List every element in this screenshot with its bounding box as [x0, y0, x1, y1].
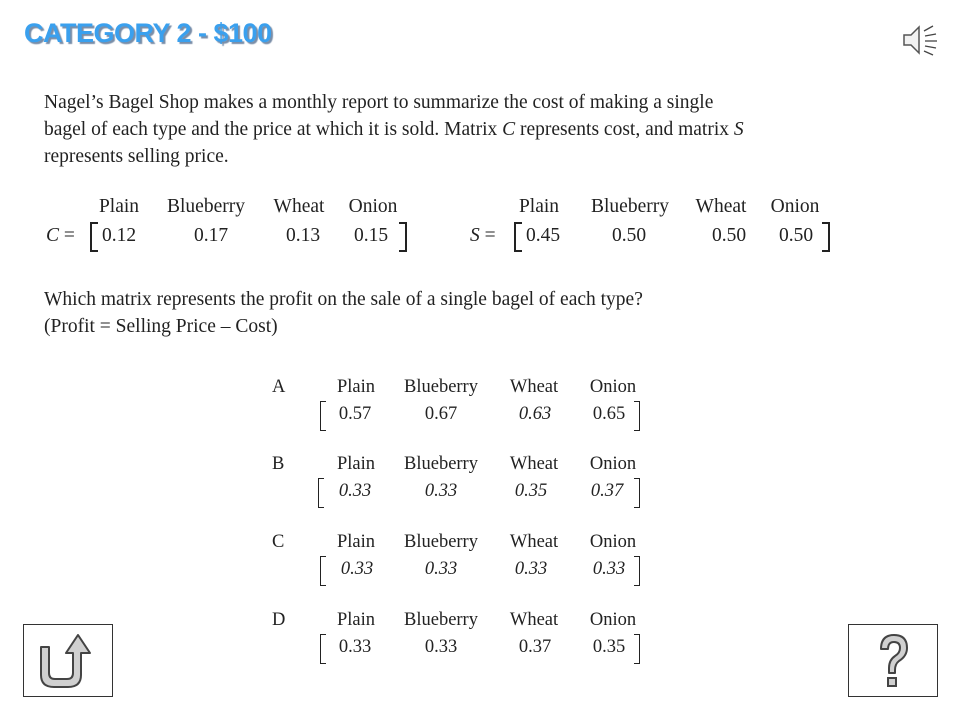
problem-text [44, 89, 924, 170]
u-turn-arrow-icon [24, 625, 112, 696]
choice-header: Onion [589, 377, 637, 397]
choice-header: Plain [336, 454, 376, 474]
matrix-c-value: 0.13 [285, 225, 321, 246]
choice-value: 0.33 [338, 637, 372, 657]
matrix-c-header: Plain [98, 196, 140, 217]
matrix-c-header: Wheat [273, 196, 325, 217]
choice-letter: D [272, 610, 286, 630]
matrix-c-value: 0.12 [101, 225, 137, 246]
choice-header: Blueberry [404, 377, 478, 397]
choice-value: 0.33 [424, 559, 458, 579]
category-title: CATEGORY 2 - $100 [24, 18, 272, 48]
matrix-s-value: 0.50 [611, 225, 647, 246]
matrix-s-value: 0.50 [778, 225, 814, 246]
choice-value: 0.33 [592, 559, 626, 579]
matrix-c [44, 196, 424, 256]
choice-letter: A [272, 377, 286, 397]
matrix-s-header: Plain [518, 196, 560, 217]
choice-value: 0.33 [514, 559, 548, 579]
matrix-c-right-bracket [399, 222, 407, 252]
matrix-c-label: C = [46, 225, 75, 246]
choice-right-bracket [634, 401, 640, 431]
choice-header: Onion [589, 454, 637, 474]
matrix-s-label: S = [470, 225, 496, 246]
choice-b[interactable] [272, 454, 672, 514]
help-button[interactable] [848, 624, 938, 697]
choice-value: 0.37 [590, 481, 624, 501]
speaker-icon[interactable] [900, 22, 940, 58]
choice-left-bracket [318, 478, 324, 508]
matrix-s-value: 0.45 [525, 225, 561, 246]
choice-value: 0.57 [338, 404, 372, 424]
choice-header: Plain [336, 610, 376, 630]
choice-value: 0.63 [518, 404, 552, 424]
question-line-2: (Profit = Selling Price – Cost) [44, 316, 278, 337]
choice-header: Onion [589, 532, 637, 552]
problem-line-3: represents selling price. [44, 146, 229, 167]
matrix-s [470, 196, 850, 256]
choice-left-bracket [320, 556, 326, 586]
choice-left-bracket [320, 634, 326, 664]
matrix-c-header: Blueberry [167, 196, 245, 217]
choice-header: Onion [589, 610, 637, 630]
matrix-s-value: 0.50 [711, 225, 747, 246]
choice-header: Wheat [509, 532, 559, 552]
choice-c[interactable] [272, 532, 672, 592]
question-text [44, 286, 864, 340]
choice-left-bracket [320, 401, 326, 431]
matrix-s-right-bracket [822, 222, 830, 252]
matrix-s-header: Onion [770, 196, 820, 217]
matrix-c-value: 0.17 [193, 225, 229, 246]
problem-line-1: Nagel’s Bagel Shop makes a monthly report to summarize the cost of making a single [44, 92, 714, 113]
question-mark-icon [849, 625, 937, 696]
choice-value: 0.35 [514, 481, 548, 501]
choice-letter: C [272, 532, 285, 552]
choice-header: Wheat [509, 454, 559, 474]
choice-header: Wheat [509, 377, 559, 397]
choice-right-bracket [634, 478, 640, 508]
choice-value: 0.33 [340, 559, 374, 579]
matrix-s-header: Blueberry [591, 196, 669, 217]
return-button[interactable] [23, 624, 113, 697]
problem-line-2: bagel of each type and the price at which it is sold. Matrix C represents cost, and matrix S [44, 119, 744, 140]
choice-value: 0.33 [424, 637, 458, 657]
choice-value: 0.67 [424, 404, 458, 424]
choice-value: 0.33 [424, 481, 458, 501]
choice-header: Plain [336, 377, 376, 397]
choice-value: 0.65 [592, 404, 626, 424]
choice-right-bracket [634, 634, 640, 664]
choice-header: Wheat [509, 610, 559, 630]
choice-value: 0.37 [518, 637, 552, 657]
choice-header: Blueberry [404, 454, 478, 474]
choice-value: 0.35 [592, 637, 626, 657]
matrix-c-header: Onion [348, 196, 398, 217]
question-line-1: Which matrix represents the profit on the sale of a single bagel of each type? [44, 289, 643, 310]
choice-a[interactable] [272, 377, 672, 437]
choice-header: Blueberry [404, 532, 478, 552]
choice-right-bracket [634, 556, 640, 586]
choice-header: Plain [336, 532, 376, 552]
choice-header: Blueberry [404, 610, 478, 630]
matrix-c-value: 0.15 [353, 225, 389, 246]
choice-letter: B [272, 454, 285, 474]
choice-value: 0.33 [338, 481, 372, 501]
choice-d[interactable] [272, 610, 672, 670]
matrix-s-header: Wheat [695, 196, 747, 217]
